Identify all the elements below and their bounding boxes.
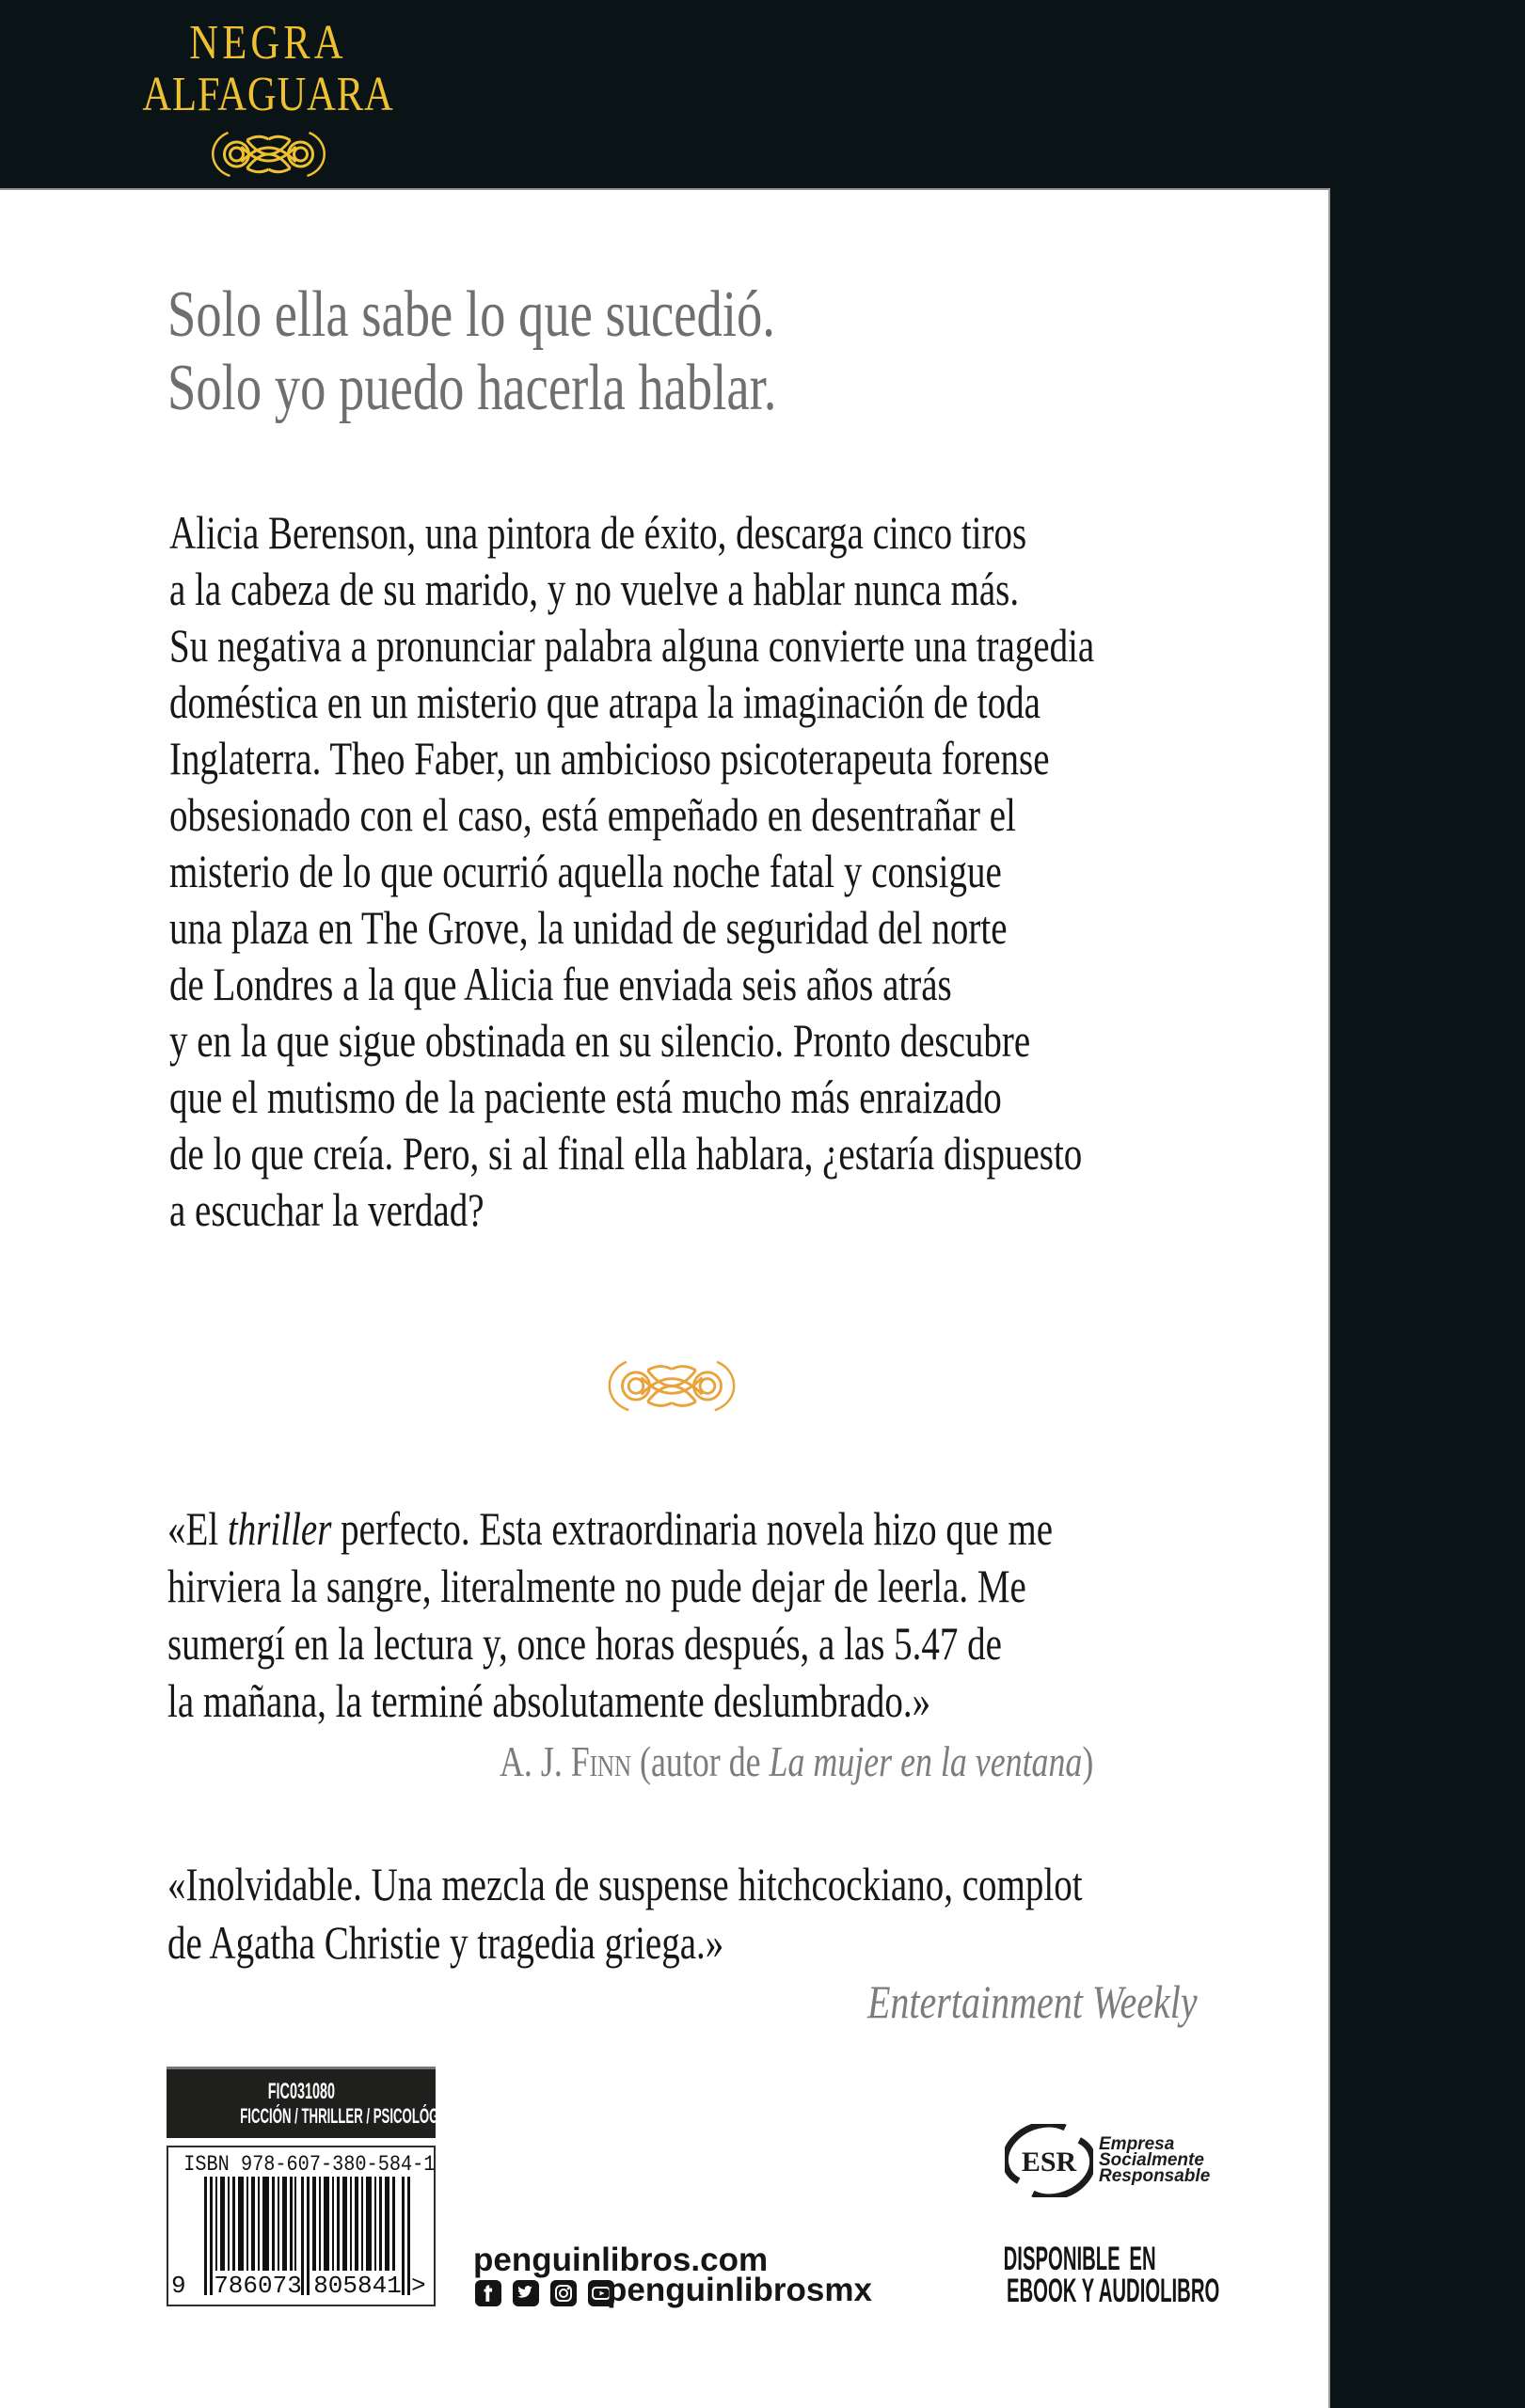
synopsis [169,504,1356,1238]
synopsis-line: obsesionado con el caso, está empeñado en desentrañar el [169,788,1016,841]
quote2-line2: de Agatha Christie y tragedia griega.» [167,1916,724,1969]
review-quote-2 [167,1855,1341,1972]
tagline [167,278,948,425]
tagline-line1: Solo ella sabe lo que sucedió. [167,278,775,351]
synopsis-line: Su negativa a pronunciar palabra alguna convierte una tragedia [169,619,1095,672]
barcode-digits-group2: 805841 [313,2272,402,2300]
ornament-divider [586,1354,757,1422]
right-black-strip [1330,0,1525,2408]
attr1-name: Finn [570,1737,632,1785]
esr-acronym: ESR [1021,2147,1077,2178]
isbn-label [167,2153,436,2176]
tagline-line2: Solo yo puedo hacerla hablar. [167,352,777,424]
esr-caption-line3: Responsable [1099,2166,1211,2186]
alfaguara-knot-icon [205,126,332,182]
synopsis-line: una plaza en The Grove, la unidad de seguridad del norte [169,901,1008,954]
genre-category-box [167,2067,461,2138]
attr1-suffix: ) [1082,1737,1094,1785]
barcode-arrow: > [411,2272,426,2300]
synopsis-line: Inglaterra. Theo Faber, un ambicioso psicoterapeuta forense [169,732,1050,784]
publisher-website: penguinlibros.com [473,2242,769,2278]
esr-caption-line2: Socialmente [1099,2150,1204,2170]
synopsis-line: a la cabeza de su marido, y no vuelve a hablar nunca más. [169,562,1020,615]
review-quote-1 [167,1500,1303,1730]
synopsis-line: doméstica en un misterio que atrapa la imaginación de toda [169,675,1040,728]
quote1-line1-italic: thriller [227,1502,332,1555]
esr-caption [1099,2136,1210,2184]
quote1-line3: sumergí en la lectura y, once horas después, a las 5.47 de [167,1617,1002,1670]
isbn-number: ISBN 978-607-380-584-1 [183,2152,436,2177]
imprint-name-line1: NEGRA [189,16,347,70]
synopsis-line: y en la que sigue obstinada en su silencio. Pronto descubre [169,1014,1031,1067]
twitter-icon [513,2280,539,2306]
synopsis-line: a escuchar la verdad? [169,1183,485,1236]
bisac-code: FIC031080 [267,2079,335,2104]
barcode-digits-group1: 786073 [214,2272,302,2300]
page-edge-top [0,188,1330,190]
availability-line1: DISPONIBLE EN [1004,2241,1156,2277]
imprint-name-line2: ALFAGUARA [142,68,394,121]
esr-caption-line1: Empresa [1099,2134,1175,2154]
review-attribution-1 [500,1738,1261,1785]
social-icons-row [475,2280,622,2306]
availability-line2: EBOOK Y AUDIOLIBRO [1006,2273,1220,2309]
synopsis-line: de lo que creía. Pero, si al final ella hablara, ¿estaría dispuesto [169,1127,1083,1180]
synopsis-line: Alicia Berenson, una pintora de éxito, descarga cinco tiros [169,506,1027,559]
quote1-line1-post: perfecto. Esta extraordinaria novela hizo que me [331,1502,1054,1555]
barcode-digit-lead: 9 [171,2272,186,2300]
instagram-icon [550,2280,577,2306]
quote1-line4: la mañana, la terminé absolutamente deslumbrado.» [167,1674,931,1727]
social-handle: penguinlibrosmx [607,2272,872,2308]
availability-note [929,2243,1231,2307]
alfaguara-knot-icon [586,1354,757,1418]
attr1-prefix: A. J. [500,1737,571,1785]
esr-logo [1005,2124,1093,2197]
quote1-line1-pre: «El [167,1502,228,1555]
attr1-work-title: La mujer en la ventana [769,1737,1083,1785]
bisac-category: FICCIÓN / THRILLER / PSICOLÓGICO [240,2104,461,2128]
synopsis-line: misterio de lo que ocurrió aquella noche fatal y consigue [169,845,1002,897]
quote2-line1: «Inolvidable. Una mezcla de suspense hitchcockiano, complot [167,1858,1083,1910]
quote1-line2: hirviera la sangre, literalmente no pude dejar de leerla. Me [167,1560,1026,1612]
synopsis-line: que el mutismo de la paciente está mucho más enraizado [169,1070,1002,1123]
attr1-mid: (autor de [631,1737,770,1785]
synopsis-line: de Londres a la que Alicia fue enviada seis años atrás [169,958,952,1010]
review-attribution-2 [867,1975,1279,2028]
facebook-icon [475,2280,501,2306]
attr2-source: Entertainment Weekly [867,1975,1198,2028]
imprint-logo [113,17,423,182]
